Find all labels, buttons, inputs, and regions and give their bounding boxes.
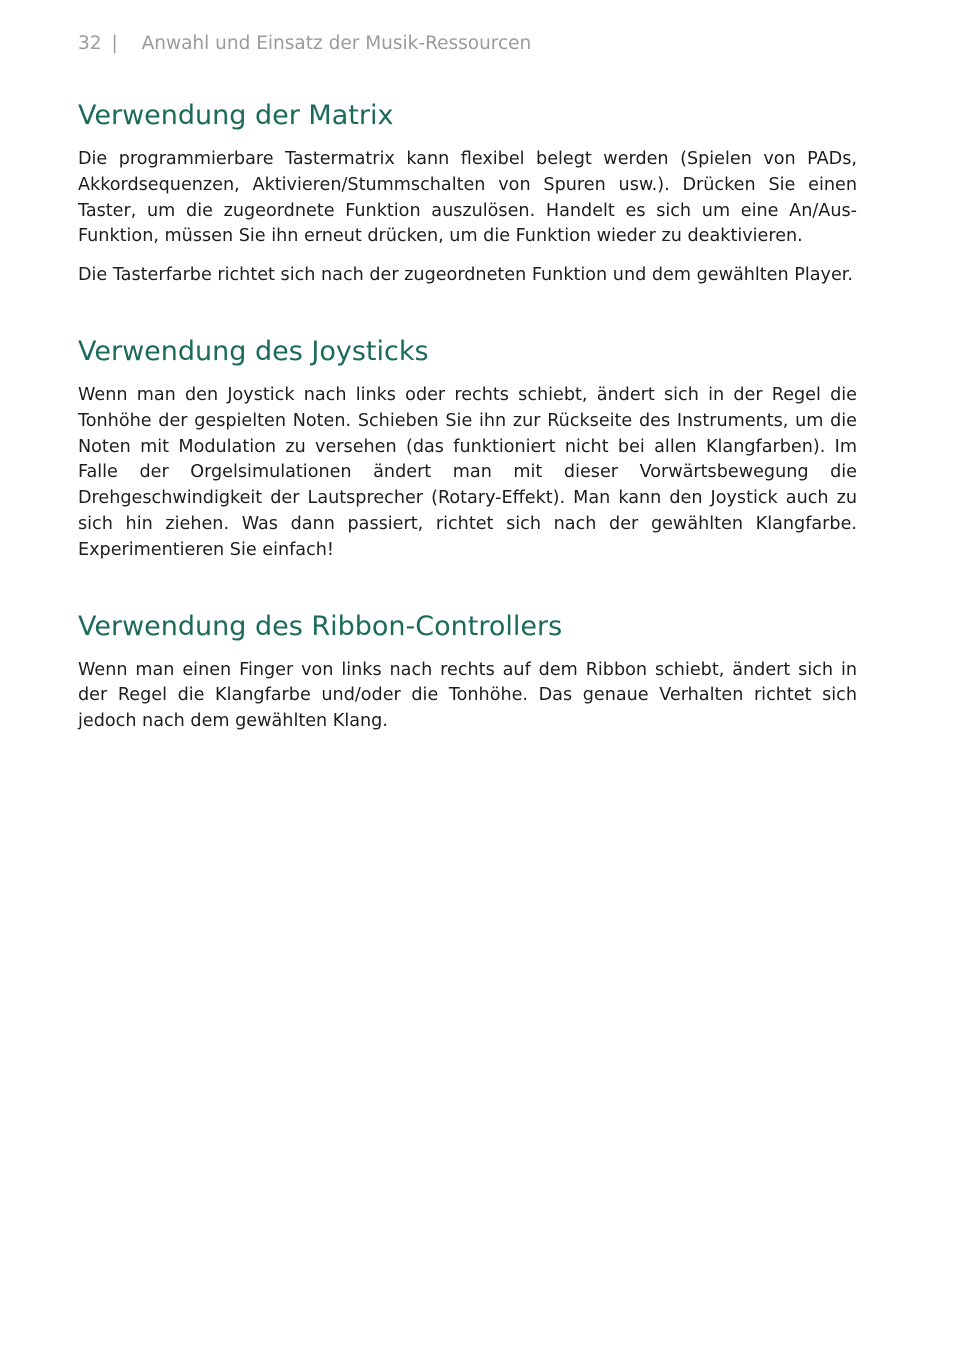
running-header	[78, 33, 531, 54]
section-heading: Verwendung der Matrix	[78, 100, 394, 131]
header-separator: |	[111, 33, 118, 54]
body-paragraph: Wenn man den Joystick nach links oder rechts schiebt, ändert sich in der Regel die Tonhöhe der gespielten Noten. Schieben Sie ihn zur Rückseite des Instruments, um die Noten mit Modulation zu versehen (das funktioniert nicht bei allen Klangfarben). Im Falle der Orgelsimulationen ändert man mit dieser Vorwärtsbewegung die Drehgeschwindigkeit der Lautsprecher (Rotary-Effekt). Man kann den Joystick auch zu sich hin ziehen. Was dann passiert, richtet sich nach der gewählten Klangfarbe. Experimentieren Sie einfach!	[78, 384, 857, 560]
page-number: 32	[78, 33, 102, 54]
page-body	[78, 98, 857, 780]
body-paragraph: Wenn man einen Finger von links nach rechts auf dem Ribbon schiebt, ändert sich in der Regel die Klangfarbe und/oder die Tonhöhe. Das genaue Verhalten richtet sich jedoch nach dem gewählten Klang.	[78, 659, 857, 732]
section-joystick	[78, 334, 857, 564]
section-heading: Verwendung des Joysticks	[78, 335, 429, 367]
section-ribbon-controller	[78, 609, 857, 735]
body-paragraph: Die programmierbare Tastermatrix kann flexibel belegt werden (Spielen von PADs, Akkordsequenzen, Aktivieren/Stummschalten von Spuren usw.). Drücken Sie einen Taster, um die zugeordnete Funktion auszulösen. Handelt es sich um eine An/Aus-Funktion, müssen Sie ihn erneut drücken, um die Funktion wieder zu deaktivieren.	[78, 149, 857, 247]
body-paragraph: Die Tasterfarbe richtet sich nach der zugeordneten Funktion und dem gewählten Player.	[78, 265, 853, 286]
section-heading: Verwendung des Ribbon-Controllers	[78, 610, 563, 642]
section-matrix	[78, 98, 857, 289]
chapter-title: Anwahl und Einsatz der Musik-Ressourcen	[141, 33, 532, 54]
